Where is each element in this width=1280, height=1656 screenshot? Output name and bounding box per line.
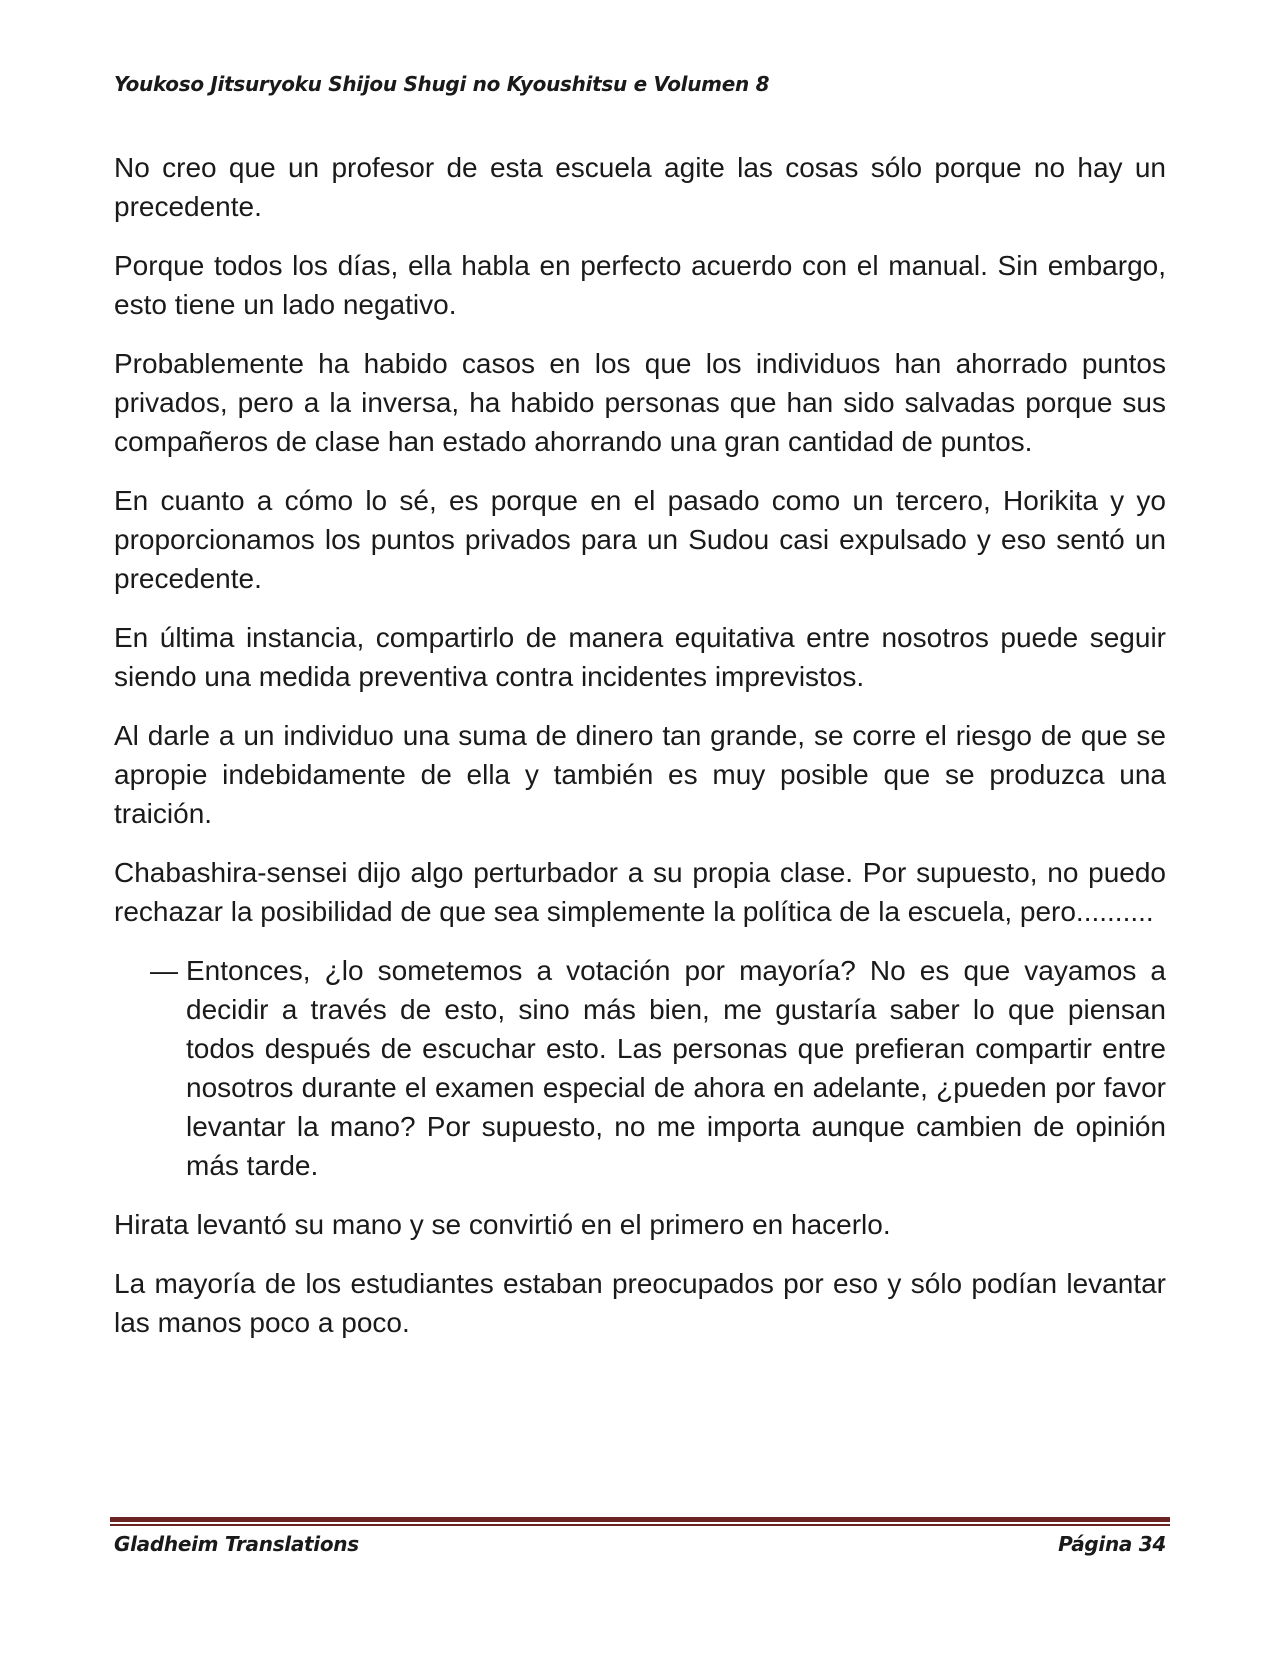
- dialogue-block: [114, 951, 1166, 1185]
- paragraph: Chabashira-sensei dijo algo perturbador a su propia clase. Por supuesto, no puedo rechazar la posibilidad de que sea simplemente la política de la escuela, pero..........: [114, 857, 1166, 927]
- paragraph: La mayoría de los estudiantes estaban preocupados por eso y sólo podían levantar las manos poco a poco.: [114, 1268, 1166, 1338]
- paragraph: En cuanto a cómo lo sé, es porque en el pasado como un tercero, Horikita y yo proporcionamos los puntos privados para un Sudou casi expulsado y eso sentó un precedente.: [114, 485, 1166, 594]
- page-number: Página 34: [1058, 1532, 1166, 1556]
- footer-divider-thin: [110, 1524, 1170, 1526]
- footer-credit: Gladheim Translations: [114, 1532, 359, 1556]
- paragraph: Porque todos los días, ella habla en perfecto acuerdo con el manual. Sin embargo, esto tiene un lado negativo.: [114, 250, 1166, 320]
- dialogue-dash: —: [150, 955, 178, 986]
- paragraph: Probablemente ha habido casos en los que los individuos han ahorrado puntos privados, pero a la inversa, ha habido personas que han sido salvadas porque sus compañeros de clase han estado ahorrando una gran cantidad de puntos.: [114, 348, 1166, 457]
- dialogue-text: Entonces, ¿lo sometemos a votación por mayoría? No es que vayamos a decidir a través de esto, sino más bien, me gustaría saber lo que piensan todos después de escuchar esto. Las personas que prefieran compartir entre nosotros durante el examen especial de ahora en adelante, ¿pueden por favor levantar la mano? Por supuesto, no me importa aunque cambien de opinión más tarde.: [186, 955, 1166, 1181]
- paragraph: En última instancia, compartirlo de manera equitativa entre nosotros puede seguir siendo una medida preventiva contra incidentes imprevistos.: [114, 622, 1166, 692]
- page-footer: [114, 1532, 1166, 1556]
- paragraph: No creo que un profesor de esta escuela agite las cosas sólo porque no hay un precedente.: [114, 152, 1166, 222]
- running-header: Youkoso Jitsuryoku Shijou Shugi no Kyoushitsu e Volumen 8: [114, 72, 770, 96]
- page-body: [114, 148, 1166, 1362]
- paragraph: Al darle a un individuo una suma de dinero tan grande, se corre el riesgo de que se apropie indebidamente de ella y también es muy posible que se produzca una traición.: [114, 720, 1166, 829]
- paragraph: Hirata levantó su mano y se convirtió en el primero en hacerlo.: [114, 1209, 891, 1240]
- footer-divider: [110, 1517, 1170, 1522]
